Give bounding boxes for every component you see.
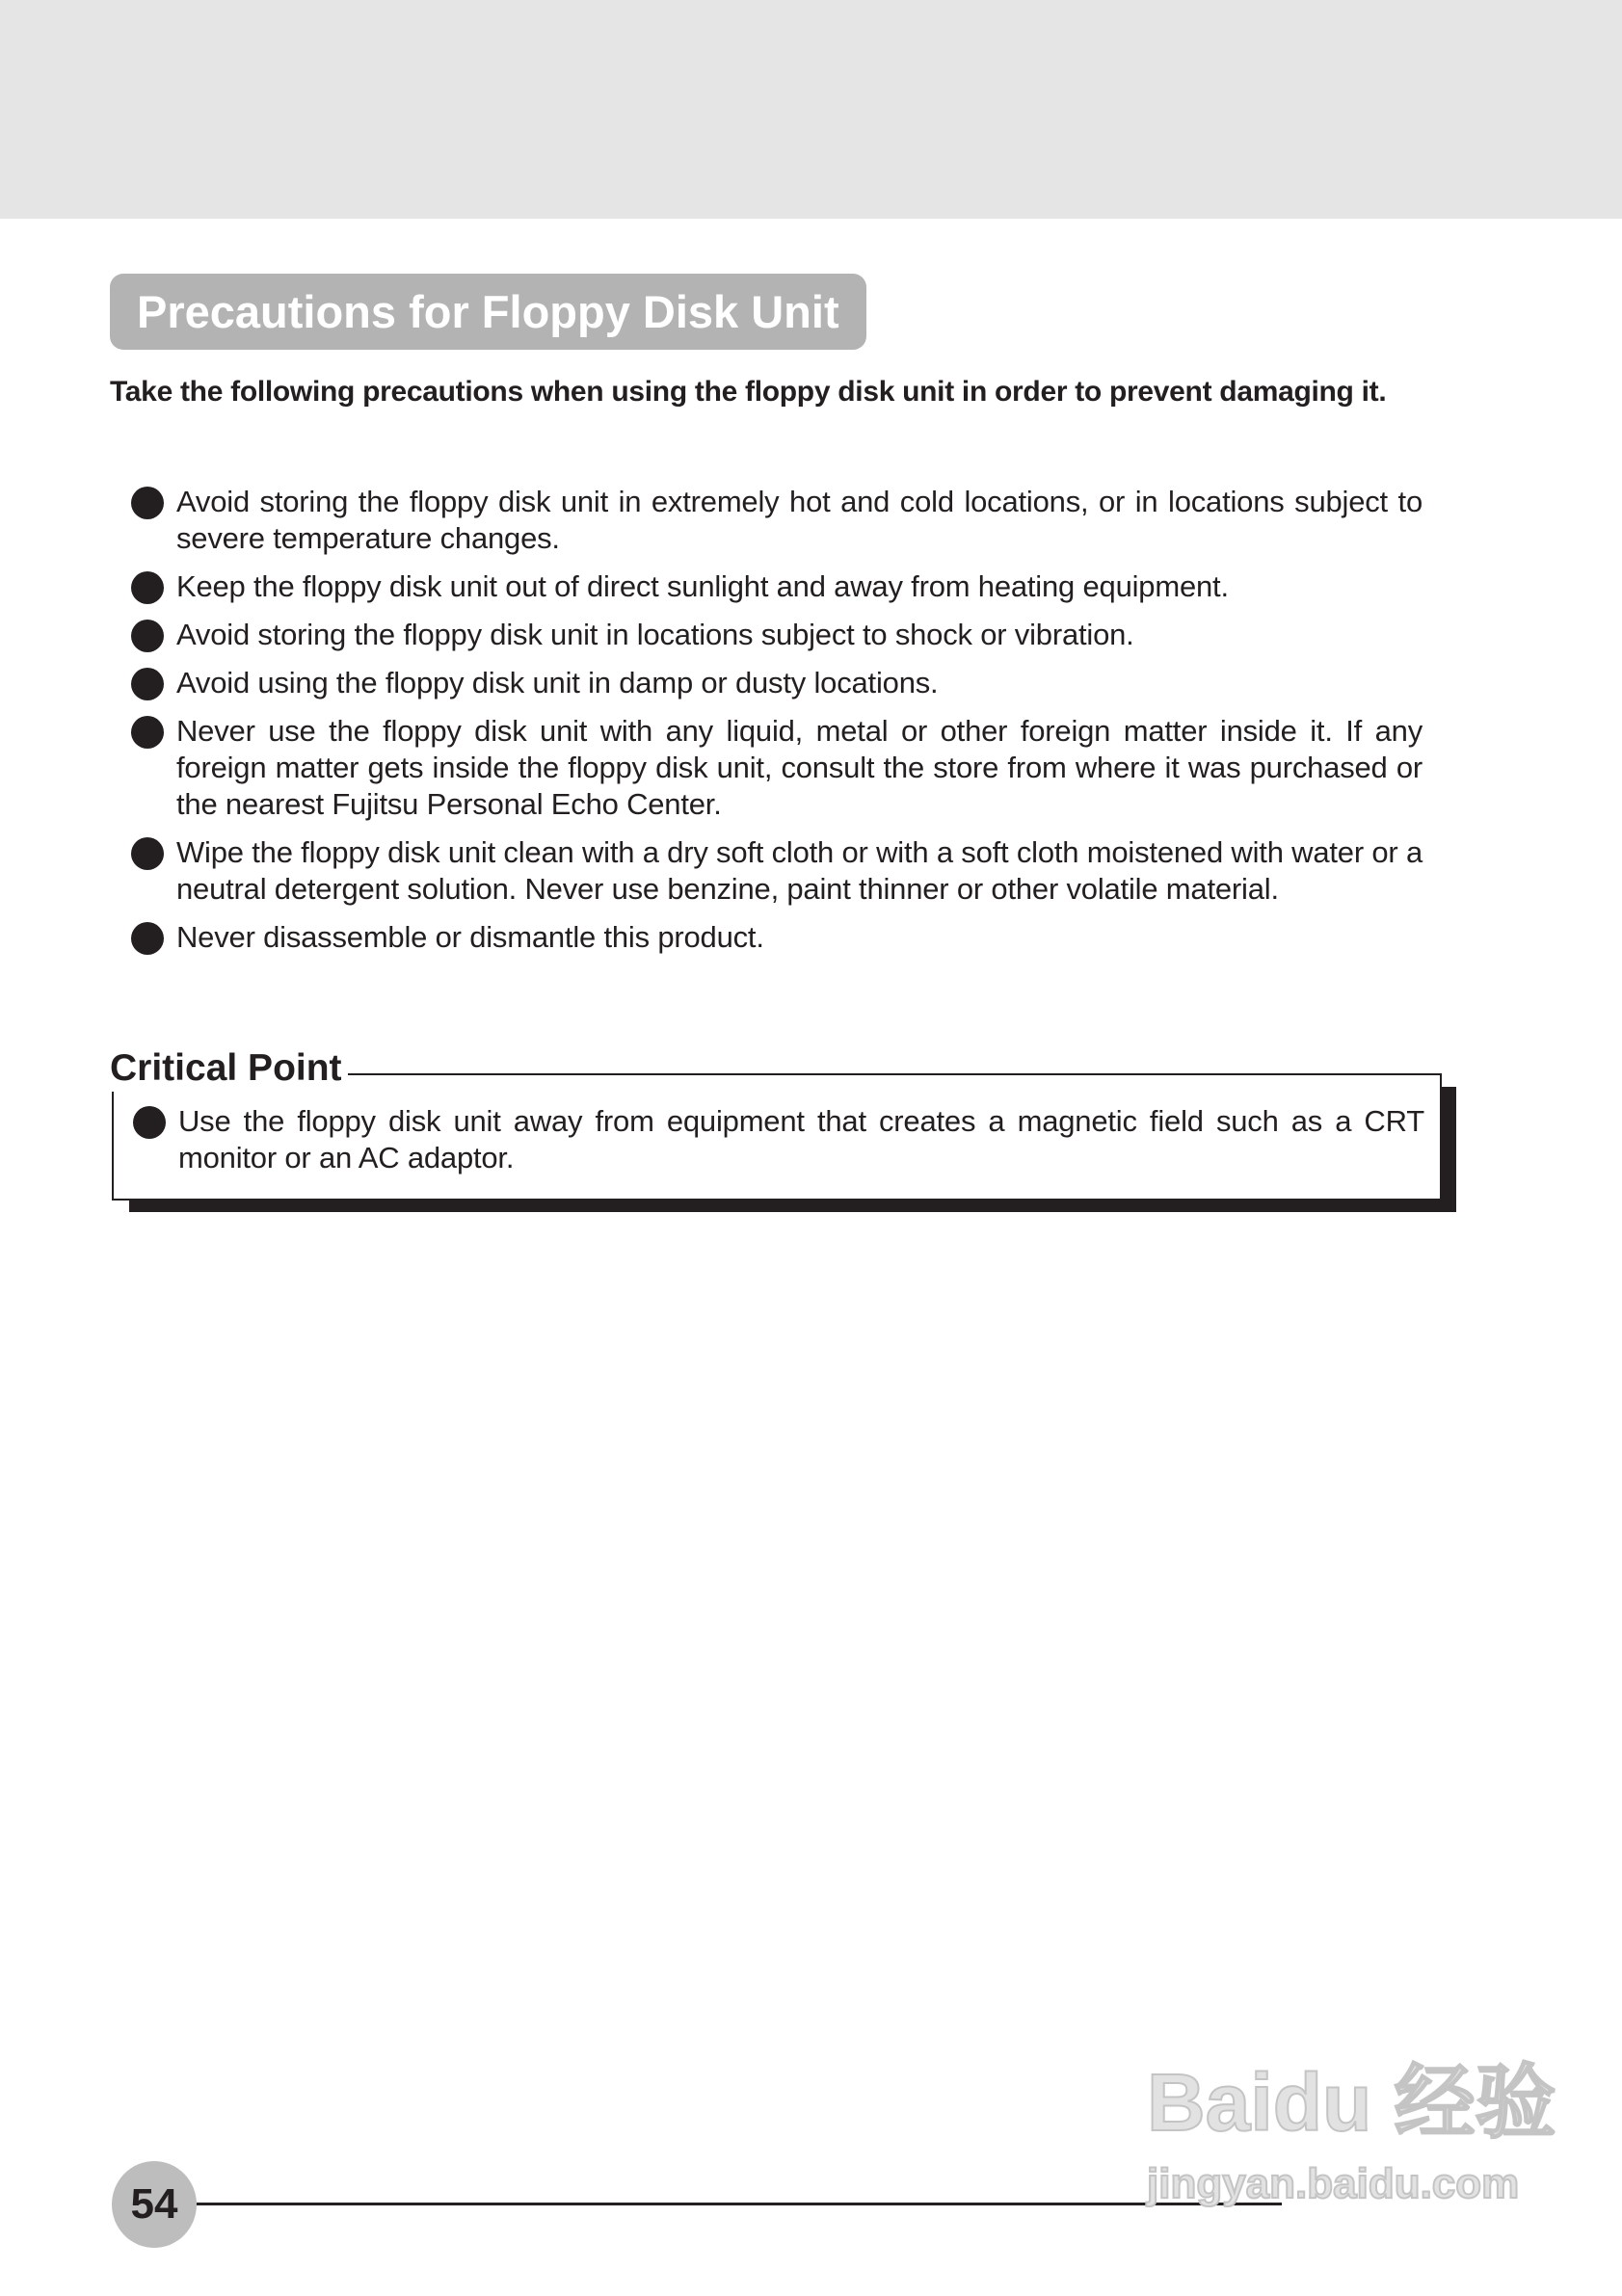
critical-point-title: Critical Point <box>110 1045 348 1092</box>
critical-point-box <box>112 1073 1442 1201</box>
list-item <box>131 834 1423 908</box>
section-title: Precautions for Floppy Disk Unit <box>110 274 866 350</box>
list-item-text: Wipe the floppy disk unit clean with a dry soft cloth or with a soft cloth moistened with water or a neutral detergent solution. Never use benzine, paint thinner or other volatile material. <box>176 835 1423 906</box>
bullet-icon <box>133 1106 166 1139</box>
list-item-text: Never use the floppy disk unit with any liquid, metal or other foreign matter inside it. If any foreign matter gets inside the floppy disk unit, consult the store from where it was purchased or the nearest Fujitsu Personal Echo Center. <box>176 714 1423 821</box>
bullet-icon <box>131 487 164 519</box>
watermark-url: jingyan.baidu.com <box>1147 2160 1520 2207</box>
precautions-list <box>131 484 1423 967</box>
watermark-logo <box>1147 2057 1556 2208</box>
list-item <box>131 617 1423 653</box>
page-number: 54 <box>112 2161 197 2248</box>
list-item <box>131 484 1423 557</box>
list-item-text: Avoid storing the floppy disk unit in extremely hot and cold locations, or in locations subject to severe temperature changes. <box>176 485 1423 555</box>
list-item-text: Use the floppy disk unit away from equipment that creates a magnetic field such as a CRT monitor or an AC adaptor. <box>178 1104 1424 1174</box>
list-item <box>131 713 1423 823</box>
list-item-text: Keep the floppy disk unit out of direct sunlight and away from heating equipment. <box>176 569 1229 603</box>
intro-text: Take the following precautions when using the floppy disk unit in order to prevent damaging it. <box>110 376 1387 408</box>
list-item-text: Avoid using the floppy disk unit in damp or dusty locations. <box>176 666 939 699</box>
top-band <box>0 0 1622 219</box>
footer-rule <box>197 2203 1282 2205</box>
list-item <box>131 568 1423 605</box>
bullet-icon <box>131 922 164 955</box>
list-item <box>131 919 1423 956</box>
list-item-text: Avoid storing the floppy disk unit in locations subject to shock or vibration. <box>176 618 1134 651</box>
bullet-icon <box>131 837 164 870</box>
list-item <box>131 665 1423 701</box>
watermark-logo-text: Baidu 经验 <box>1147 2057 1556 2148</box>
bullet-icon <box>131 620 164 652</box>
list-item <box>133 1103 1424 1176</box>
bullet-icon <box>131 668 164 700</box>
list-item-text: Never disassemble or dismantle this product. <box>176 920 764 954</box>
bullet-icon <box>131 716 164 749</box>
critical-point-list <box>133 1103 1424 1176</box>
bullet-icon <box>131 571 164 604</box>
